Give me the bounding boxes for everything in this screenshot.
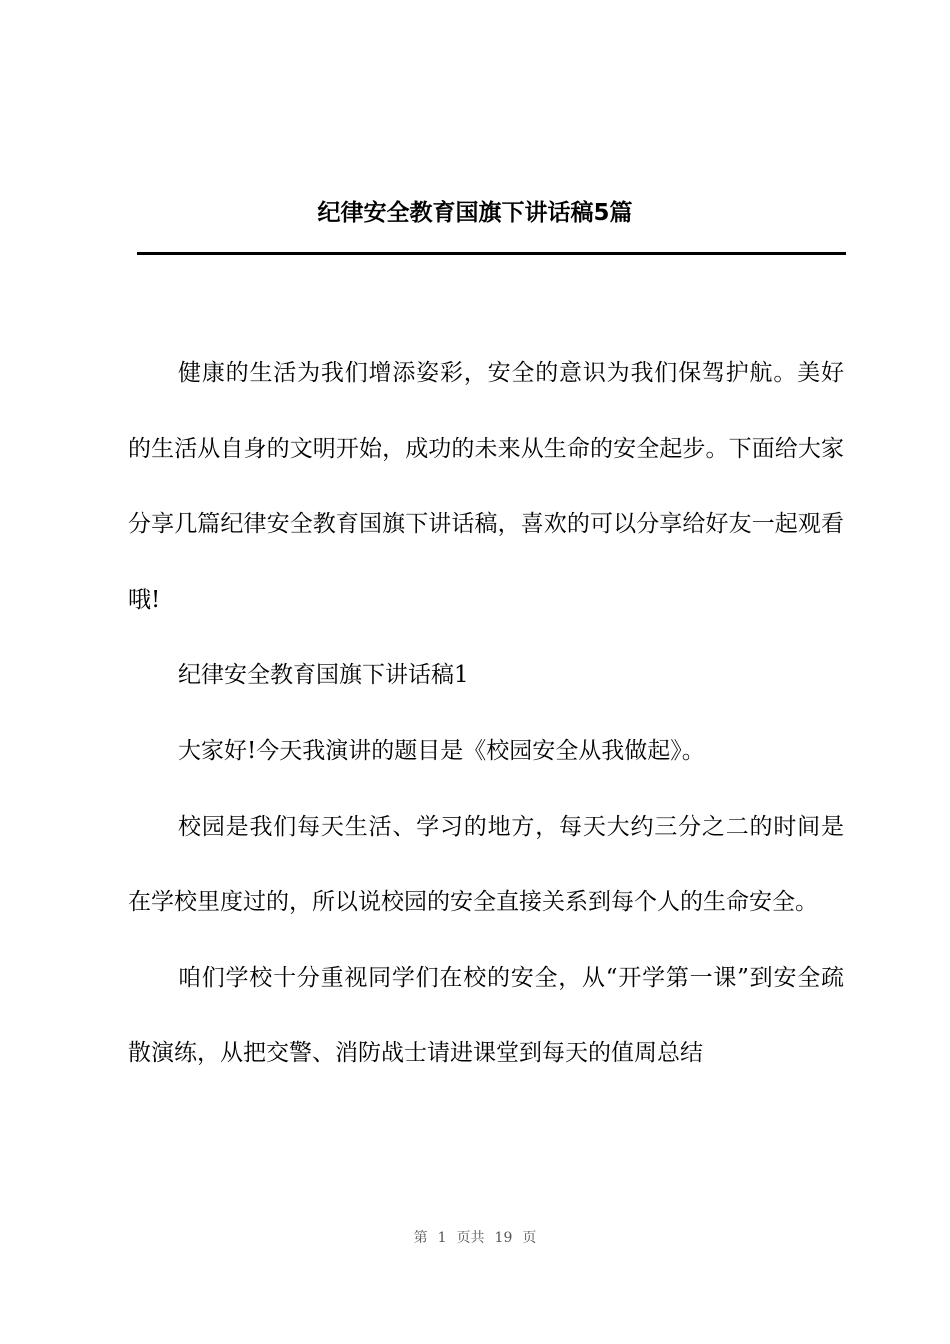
greeting-paragraph: 大家好!今天我演讲的题目是《校园安全从我做起》。 <box>178 737 705 764</box>
title-underline <box>137 252 846 255</box>
footer-current-page: 1 <box>437 1230 447 1246</box>
footer-prefix: 第 <box>413 1230 428 1246</box>
document-body <box>128 336 844 1092</box>
document-title: 纪律安全教育国旗下讲话稿5篇 <box>317 200 633 226</box>
page-footer <box>0 1228 950 1248</box>
body-paragraph: 咱们学校十分重视同学们在校的安全，从“开学第一课”到安全疏散演练，从把交警、消防战士请进课堂到每天的值周总结 <box>128 964 844 1067</box>
body-paragraph: 校园是我们每天生活、学习的地方，每天大约三分之二的时间是在学校里度过的，所以说校园的安全直接关系到每个人的生命安全。 <box>128 813 844 916</box>
footer-total-pages: 19 <box>494 1230 513 1246</box>
section-heading: 纪律安全教育国旗下讲话稿1 <box>178 662 469 689</box>
footer-mid: 页共 <box>456 1230 485 1246</box>
intro-paragraph: 健康的生活为我们增添姿彩，安全的意识为我们保驾护航。美好的生活从自身的文明开始，成功的未来从生命的安全起步。下面给大家分享几篇纪律安全教育国旗下讲话稿，喜欢的可以分享给好友一起观看哦! <box>128 360 844 613</box>
footer-suffix: 页 <box>522 1230 537 1246</box>
